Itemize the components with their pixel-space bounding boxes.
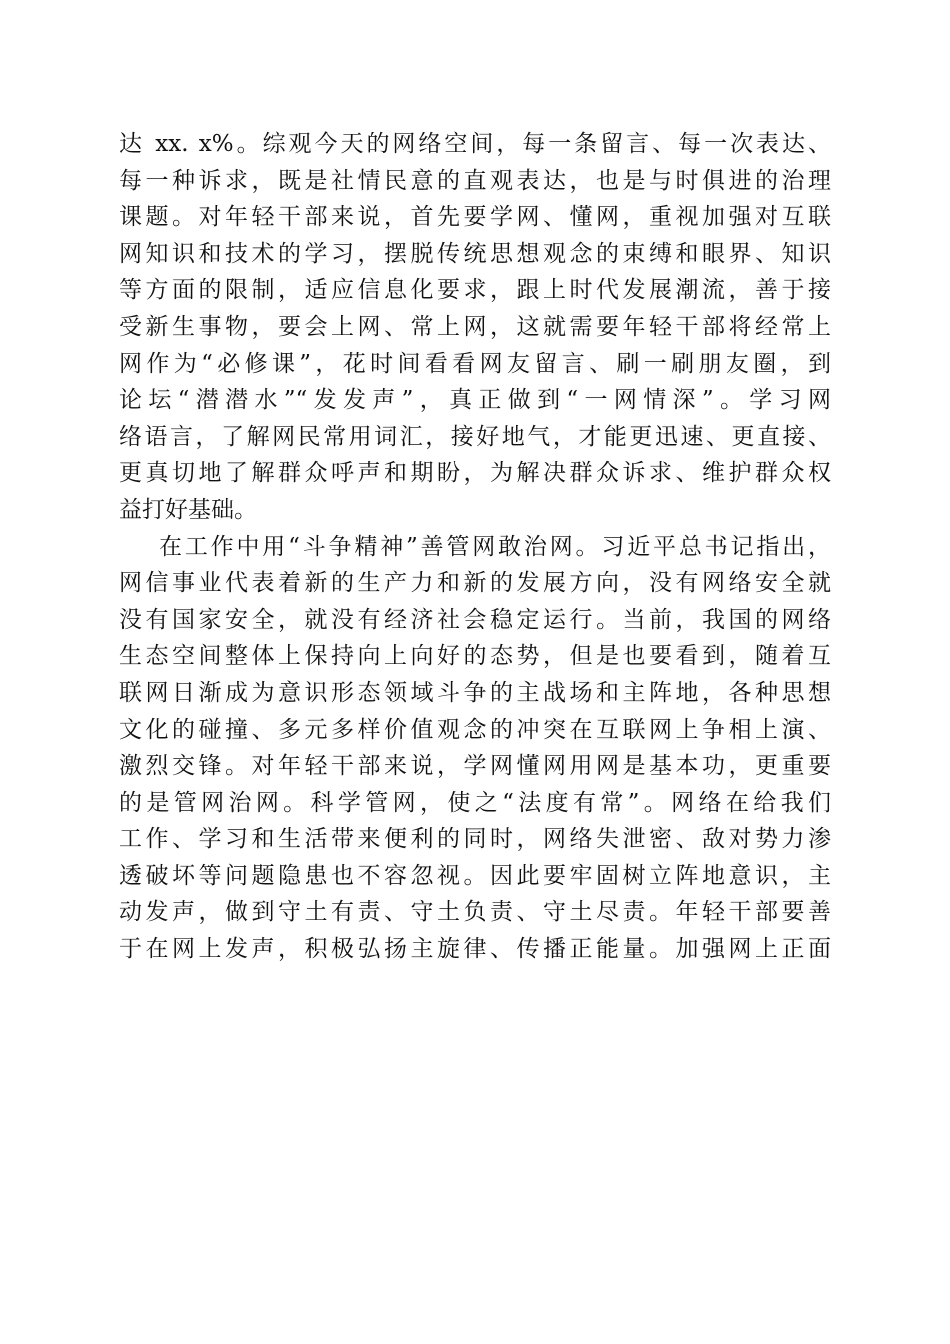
text-line: 达 xx. x%。综观今天的网络空间，每一条留言、每一次表达、 xyxy=(119,131,831,157)
text-line: 联网日渐成为意识形态领域斗争的主战场和主阵地，各种思想 xyxy=(119,679,831,706)
text-line: 生态空间整体上保持向上向好的态势，但是也要看到，随着互 xyxy=(119,643,831,670)
text-line: 的是管网治网。科学管网，使之“法度有常”。网络在给我们 xyxy=(119,789,831,816)
text-line: 益打好基础。 xyxy=(119,496,257,523)
text-line: 每一种诉求，既是社情民意的直观表达，也是与时俱进的治理 xyxy=(119,167,831,194)
document-body xyxy=(119,126,831,968)
text-line: 网信事业代表着新的生产力和新的发展方向，没有网络安全就 xyxy=(119,570,831,597)
text-line: 在工作中用“斗争精神”善管网敢治网。习近平总书记指出， xyxy=(159,533,831,560)
text-line: 等方面的限制，适应信息化要求，跟上时代发展潮流，善于接 xyxy=(119,277,831,304)
text-line: 透破坏等问题隐患也不容忽视。因此要牢固树立阵地意识，主 xyxy=(119,862,831,889)
text-line: 没有国家安全，就没有经济社会稳定运行。当前，我国的网络 xyxy=(119,606,831,633)
text-line: 课题。对年轻干部来说，首先要学网、懂网，重视加强对互联 xyxy=(119,204,831,231)
text-line: 动发声，做到守土有责、守土负责、守土尽责。年轻干部要善 xyxy=(119,899,831,926)
text-line: 于在网上发声，积极弘扬主旋律、传播正能量。加强网上正面 xyxy=(119,936,831,963)
text-line: 工作、学习和生活带来便利的同时，网络失泄密、敌对势力渗 xyxy=(119,826,831,853)
paragraph-1 xyxy=(119,126,831,529)
paragraph-2 xyxy=(119,529,831,968)
text-line: 网作为“必修课”，花时间看看网友留言、刷一刷朋友圈，到 xyxy=(119,350,831,377)
text-line: 文化的碰撞、多元多样价值观念的冲突在互联网上争相上演、 xyxy=(119,716,831,743)
text-line: 网知识和技术的学习，摆脱传统思想观念的束缚和眼界、知识 xyxy=(119,240,831,267)
text-line: 激烈交锋。对年轻干部来说，学网懂网用网是基本功，更重要 xyxy=(119,753,831,780)
text-line: 络语言，了解网民常用词汇，接好地气，才能更迅速、更直接、 xyxy=(119,423,831,450)
text-line: 论坛“潜潜水”“发发声”，真正做到“一网情深”。学习网 xyxy=(119,387,831,414)
text-line: 更真切地了解群众呼声和期盼，为解决群众诉求、维护群众权 xyxy=(119,460,831,487)
text-line: 受新生事物，要会上网、常上网，这就需要年轻干部将经常上 xyxy=(119,313,831,340)
